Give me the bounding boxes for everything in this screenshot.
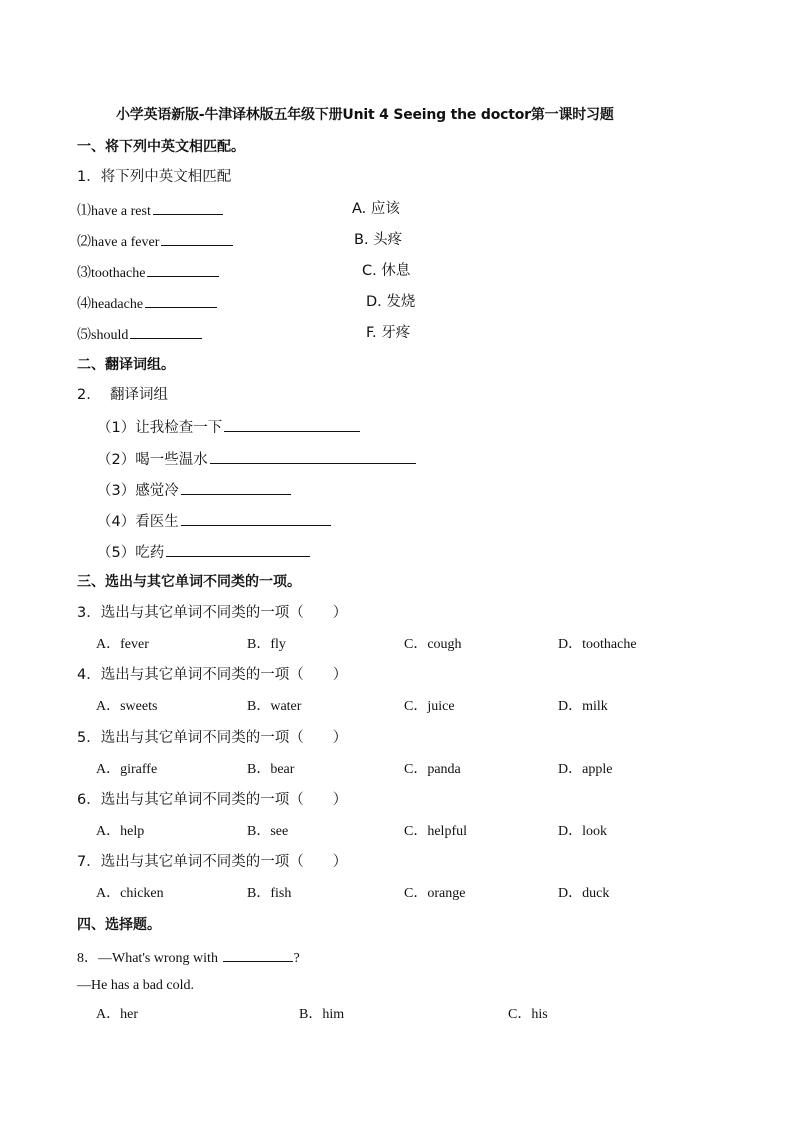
question-1-stem: 1．将下列中英文相匹配 [77,169,232,185]
section-heading-3: 三、选出与其它单词不同类的一项。 [77,574,301,590]
question-5-stem: 5．选出与其它单词不同类的一项（ ） [77,730,348,746]
option-4b[interactable]: B．water [247,699,302,714]
answer-blank[interactable] [147,264,219,277]
answer-blank[interactable] [130,326,202,339]
answer-blank[interactable] [166,544,310,557]
option-6c[interactable]: C．helpful [404,824,467,839]
question-6-stem: 6．选出与其它单词不同类的一项（ ） [77,792,348,808]
answer-blank[interactable] [224,419,360,432]
option-6a[interactable]: A．help [96,824,145,839]
answer-blank[interactable] [181,482,291,495]
option-3b[interactable]: B．fly [247,637,286,652]
match-left-5: ⑸should [77,326,202,343]
section-heading-1: 一、将下列中英文相匹配。 [77,139,245,155]
question-3-stem: 3．选出与其它单词不同类的一项（ ） [77,605,348,621]
option-8c[interactable]: C．his [508,1007,548,1022]
match-left-4: ⑷headache [77,295,217,312]
match-right-1: A. 应该 [352,201,400,217]
section-heading-2: 二、翻译词组。 [77,357,175,373]
answer-blank[interactable] [145,295,217,308]
match-right-2: B. 头疼 [354,232,403,248]
match-right-3: C. 休息 [362,263,411,279]
option-8a[interactable]: A．her [96,1007,138,1022]
answer-blank[interactable] [153,202,223,215]
translate-item-2: （2）喝一些温水 [97,451,416,468]
answer-blank[interactable] [161,233,233,246]
option-3a[interactable]: A．fever [96,637,149,652]
option-7a[interactable]: A．chicken [96,886,164,901]
match-left-1: ⑴have a rest [77,202,223,219]
translate-item-4: （4）看医生 [97,513,331,530]
question-7-stem: 7．选出与其它单词不同类的一项（ ） [77,854,348,870]
question-2-stem: 2. 翻译词组 [77,387,168,403]
answer-blank[interactable] [210,451,416,464]
option-4c[interactable]: C．juice [404,699,455,714]
translate-item-5: （5）吃药 [97,544,310,561]
option-8b[interactable]: B．him [299,1007,345,1022]
match-left-2: ⑵have a fever [77,233,233,250]
option-7b[interactable]: B．fish [247,886,292,901]
match-right-5: F. 牙疼 [366,325,411,341]
option-6b[interactable]: B．see [247,824,289,839]
answer-blank[interactable] [223,949,293,962]
option-7d[interactable]: D．duck [558,886,610,901]
question-8-stem: 8．—What's wrong with ? [77,951,300,966]
section-heading-4: 四、选择题。 [77,917,161,933]
option-4d[interactable]: D．milk [558,699,608,714]
match-right-4: D. 发烧 [366,294,416,310]
option-3c[interactable]: C．cough [404,637,462,652]
translate-item-1: （1）让我检查一下 [97,419,360,436]
option-6d[interactable]: D．look [558,824,607,839]
translate-item-3: （3）感觉冷 [97,482,291,499]
option-7c[interactable]: C．orange [404,886,466,901]
question-8-line2: —He has a bad cold. [77,978,195,993]
answer-blank[interactable] [181,513,331,526]
page-title: 小学英语新版-牛津译林版五年级下册Unit 4 Seeing the doctor第一课时习题 [116,107,614,123]
option-5b[interactable]: B．bear [247,762,295,777]
option-4a[interactable]: A．sweets [96,699,158,714]
option-5a[interactable]: A．giraffe [96,762,158,777]
question-4-stem: 4．选出与其它单词不同类的一项（ ） [77,667,348,683]
match-left-3: ⑶toothache [77,264,219,281]
option-5c[interactable]: C．panda [404,762,461,777]
option-3d[interactable]: D．toothache [558,637,637,652]
option-5d[interactable]: D．apple [558,762,613,777]
